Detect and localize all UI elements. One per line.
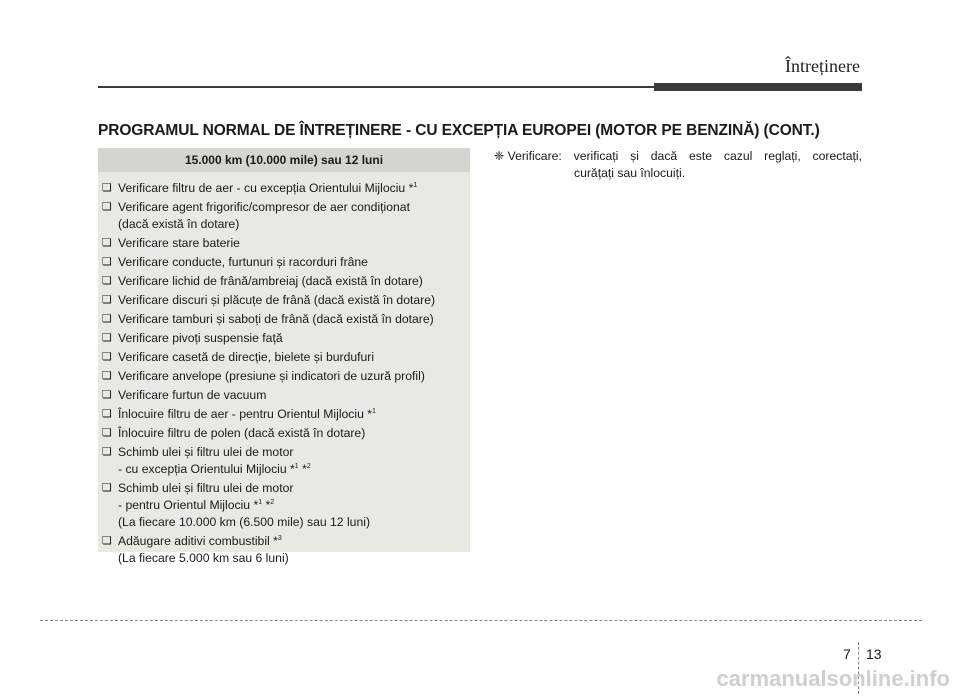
page-number: 13 [866, 646, 882, 662]
item-text: Verificare anvelope (presiune și indicatori de uzură profil) [118, 369, 425, 383]
item-text: Verificare casetă de direcție, bielete și burdufuri [118, 350, 375, 364]
maintenance-item [98, 292, 470, 309]
checkbox-icon: ❏ [102, 201, 112, 213]
checkbox-icon: ❏ [102, 389, 112, 401]
footnote-ref: 1 [372, 408, 376, 415]
item-subtext: (La fiecare 10.000 km (6.500 mile) sau 12 luni) [118, 515, 371, 529]
item-subtext: (dacă există în dotare) [118, 217, 240, 231]
footnote-ref: 2 [306, 463, 311, 470]
footnote-ref: 3 [277, 535, 282, 542]
chapter-number: 7 [843, 646, 851, 662]
checkbox-icon: ❏ [102, 256, 112, 268]
item-text: Schimb ulei și filtru ulei de motor [118, 481, 294, 495]
checkbox-icon: ❏ [102, 446, 112, 458]
note-word: cazul [723, 149, 753, 163]
maintenance-item [98, 330, 470, 347]
maintenance-item [98, 480, 470, 531]
maintenance-item [98, 180, 470, 197]
item-text: Verificare agent frigorific/compresor de aer condiționat [118, 200, 410, 214]
item-subtext: (La fiecare 5.000 km sau 6 luni) [118, 551, 289, 565]
maintenance-item [98, 273, 470, 290]
header-rule [98, 86, 654, 88]
maintenance-item [98, 406, 470, 423]
item-text: Schimb ulei și filtru ulei de motor [118, 445, 294, 459]
footnote-ref: 1 [413, 182, 418, 189]
note-word: verificați [573, 149, 619, 163]
checkbox-icon: ❏ [102, 408, 112, 420]
maintenance-item [98, 235, 470, 252]
verification-note [494, 148, 862, 182]
item-text: Adăugare aditivi combustibil *$^3$ [118, 534, 282, 548]
note-line-1 [494, 148, 862, 165]
checkbox-icon: ❏ [102, 275, 112, 287]
item-text: Verificare furtun de vacuum [118, 388, 267, 402]
box-header: 15.000 km (10.000 mile) sau 12 luni [98, 148, 470, 172]
footer-rule [40, 620, 922, 621]
maintenance-item [98, 311, 470, 328]
maintenance-item [98, 254, 470, 271]
item-text: Înlocuire filtru de polen (dacă există în dotare) [118, 426, 366, 440]
maintenance-item [98, 533, 470, 567]
maintenance-item [98, 387, 470, 404]
maintenance-item [98, 368, 470, 385]
maintenance-box [98, 148, 470, 565]
maintenance-item [98, 199, 470, 233]
checkbox-icon: ❏ [102, 535, 112, 547]
checkbox-icon: ❏ [102, 370, 112, 382]
item-text: Verificare discuri și plăcuțe de frână (dacă există în dotare) [118, 293, 436, 307]
note-label: ❈ Verificare: [494, 149, 562, 163]
maintenance-item [98, 349, 470, 366]
item-text: Înlocuire filtru de aer - pentru Orientul Mijlociu *$^1$ [118, 407, 376, 421]
item-text: Verificare lichid de frână/ambreiaj (dacă există în dotare) [118, 274, 423, 288]
item-subtext: - cu excepția Orientului Mijlociu *$^1$ *$^2$ [118, 462, 311, 476]
checkbox-icon: ❏ [102, 351, 112, 363]
header-rule-accent [654, 83, 862, 91]
watermark: carmanualsonline.info [716, 666, 950, 691]
footnote-ref: 1 [258, 499, 263, 506]
note-word: și [630, 149, 639, 163]
note-word: dacă [650, 149, 678, 163]
checkbox-icon: ❏ [102, 313, 112, 325]
item-text: Verificare stare baterie [118, 236, 240, 250]
maintenance-list [98, 172, 470, 567]
item-text: Verificare filtru de aer - cu excepția Orientului Mijlociu *$^1$ [118, 181, 418, 195]
note-word: corectați, [812, 149, 862, 163]
note-word: reglați, [764, 149, 801, 163]
item-subtext: - pentru Orientul Mijlociu *$^1$ *$^2$ [118, 498, 275, 512]
checkbox-icon: ❏ [102, 182, 112, 194]
footnote-ref: 2 [270, 499, 275, 506]
page-title: PROGRAMUL NORMAL DE ÎNTREȚINERE - CU EXCEPȚIA EUROPEI (MOTOR PE BENZINĂ) (CONT.) [98, 122, 820, 139]
maintenance-item [98, 444, 470, 478]
note-word: este [689, 149, 713, 163]
note-mark-icon: ❈ [494, 149, 505, 163]
checkbox-icon: ❏ [102, 427, 112, 439]
checkbox-icon: ❏ [102, 332, 112, 344]
item-text: Verificare pivoți suspensie față [118, 331, 283, 345]
maintenance-item [98, 425, 470, 442]
item-text: Verificare conducte, furtunuri și racorduri frâne [118, 255, 368, 269]
note-line-2: curățați sau înlocuiți. [574, 166, 686, 180]
footnote-ref: 1 [294, 463, 299, 470]
section-header: Întreținere [785, 56, 860, 76]
checkbox-icon: ❏ [102, 294, 112, 306]
checkbox-icon: ❏ [102, 482, 112, 494]
checkbox-icon: ❏ [102, 237, 112, 249]
item-text: Verificare tamburi și saboți de frână (dacă există în dotare) [118, 312, 434, 326]
